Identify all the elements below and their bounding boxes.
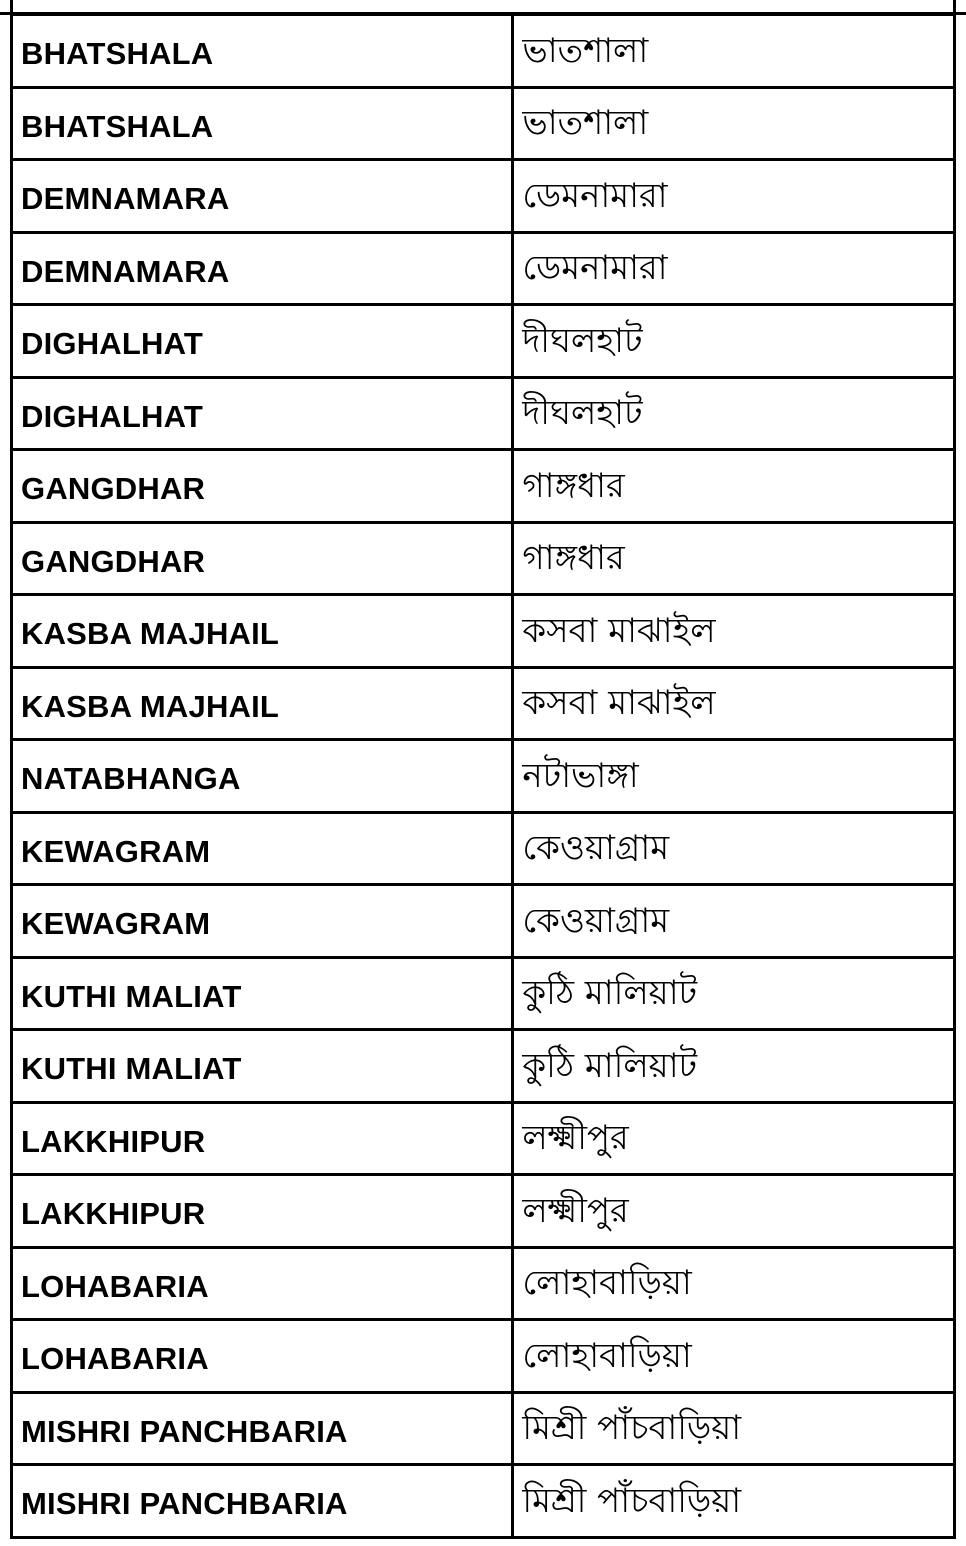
english-name-cell[interactable]: MISHRI PANCHBARIA: [12, 1392, 513, 1465]
english-name-cell[interactable]: LOHABARIA: [12, 1247, 513, 1320]
table-row: [12, 87, 955, 160]
bengali-name-cell[interactable]: ভাতশালা: [513, 87, 955, 160]
english-name-cell[interactable]: BHATSHALA: [12, 87, 513, 160]
english-name-cell[interactable]: DEMNAMARA: [12, 160, 513, 233]
table-row: [12, 450, 955, 523]
english-name-cell[interactable]: GANGDHAR: [12, 450, 513, 523]
english-name-cell[interactable]: MISHRI PANCHBARIA: [12, 1465, 513, 1538]
bengali-name-cell[interactable]: লক্ষ্মীপুর: [513, 1175, 955, 1248]
bengali-name-cell[interactable]: ভাতশালা: [513, 15, 955, 88]
bengali-name-cell[interactable]: ডেমনামারা: [513, 232, 955, 305]
english-name-cell[interactable]: LAKKHIPUR: [12, 1175, 513, 1248]
english-name-cell[interactable]: KASBA MAJHAIL: [12, 595, 513, 668]
bengali-name-cell[interactable]: কুঠি মালিয়াট: [513, 957, 955, 1030]
english-name-cell[interactable]: BHATSHALA: [12, 15, 513, 88]
bengali-name-cell[interactable]: নটাভাঙ্গা: [513, 740, 955, 813]
bengali-name-cell[interactable]: ডেমনামারা: [513, 160, 955, 233]
bengali-name-cell[interactable]: দীঘলহাট: [513, 305, 955, 378]
bengali-name-cell[interactable]: লক্ষ্মীপুর: [513, 1102, 955, 1175]
english-name-cell[interactable]: NATABHANGA: [12, 740, 513, 813]
english-name-cell[interactable]: GANGDHAR: [12, 522, 513, 595]
bengali-name-cell[interactable]: কসবা মাঝাইল: [513, 595, 955, 668]
table-body: [12, 15, 955, 1538]
english-name-cell[interactable]: DEMNAMARA: [12, 232, 513, 305]
bengali-name-cell[interactable]: লোহাবাড়িয়া: [513, 1247, 955, 1320]
english-name-cell[interactable]: LAKKHIPUR: [12, 1102, 513, 1175]
table-row: [12, 885, 955, 958]
table-row: [12, 1175, 955, 1248]
table-row: [12, 377, 955, 450]
english-name-cell[interactable]: LOHABARIA: [12, 1320, 513, 1393]
table-row: [12, 957, 955, 1030]
table-row: [12, 740, 955, 813]
table-row: [12, 1320, 955, 1393]
right-stub-border: [956, 12, 966, 15]
english-name-cell[interactable]: KEWAGRAM: [12, 885, 513, 958]
bengali-name-cell[interactable]: লোহাবাড়িয়া: [513, 1320, 955, 1393]
english-name-cell[interactable]: DIGHALHAT: [12, 377, 513, 450]
bengali-name-cell[interactable]: কেওয়াগ্রাম: [513, 812, 955, 885]
table-row: [12, 160, 955, 233]
bengali-name-cell[interactable]: গাঙ্গধার: [513, 522, 955, 595]
table-row: [12, 15, 955, 88]
table-row: [12, 522, 955, 595]
bengali-name-cell[interactable]: কসবা মাঝাইল: [513, 667, 955, 740]
table-row: [12, 1102, 955, 1175]
bengali-name-cell[interactable]: কেওয়াগ্রাম: [513, 885, 955, 958]
table-row: [12, 232, 955, 305]
table-row: [12, 667, 955, 740]
bengali-name-cell[interactable]: কুঠি মালিয়াট: [513, 1030, 955, 1103]
bengali-name-cell[interactable]: দীঘলহাট: [513, 377, 955, 450]
table-row: [12, 305, 955, 378]
bengali-name-cell[interactable]: গাঙ্গধার: [513, 450, 955, 523]
english-name-cell[interactable]: KEWAGRAM: [12, 812, 513, 885]
table-row: [12, 1465, 955, 1538]
table-row: [12, 595, 955, 668]
english-name-cell[interactable]: KUTHI MALIAT: [12, 957, 513, 1030]
bengali-name-cell[interactable]: মিশ্রী পাঁচবাড়িয়া: [513, 1392, 955, 1465]
table-row: [12, 1392, 955, 1465]
bengali-name-cell[interactable]: মিশ্রী পাঁচবাড়িয়া: [513, 1465, 955, 1538]
table-row: [12, 812, 955, 885]
village-names-table: [10, 13, 956, 1539]
table-row: [12, 1030, 955, 1103]
table-row: [12, 1247, 955, 1320]
english-name-cell[interactable]: KUTHI MALIAT: [12, 1030, 513, 1103]
english-name-cell[interactable]: DIGHALHAT: [12, 305, 513, 378]
english-name-cell[interactable]: KASBA MAJHAIL: [12, 667, 513, 740]
